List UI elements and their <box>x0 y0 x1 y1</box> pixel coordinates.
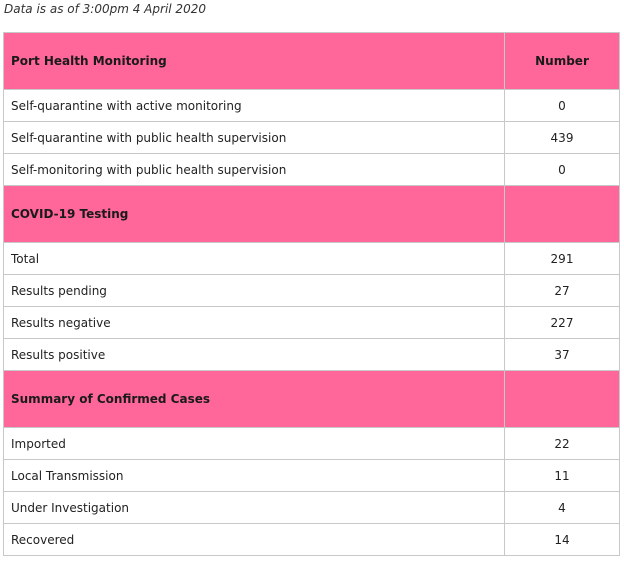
table-row <box>4 492 620 524</box>
row-value: 439 <box>505 122 620 154</box>
section-title: Port Health Monitoring <box>4 33 505 90</box>
table-row <box>4 275 620 307</box>
table-row <box>4 307 620 339</box>
table-row <box>4 154 620 186</box>
table-row <box>4 524 620 556</box>
row-label: Recovered <box>4 524 505 556</box>
row-value: 14 <box>505 524 620 556</box>
section-title: Summary of Confirmed Cases <box>4 371 505 428</box>
section-header-covid-testing <box>4 186 620 243</box>
row-label: Imported <box>4 428 505 460</box>
row-label: Results pending <box>4 275 505 307</box>
row-label: Total <box>4 243 505 275</box>
row-label: Self-monitoring with public health supervision <box>4 154 505 186</box>
row-label: Self-quarantine with active monitoring <box>4 90 505 122</box>
statistics-table <box>3 32 620 556</box>
row-label: Results negative <box>4 307 505 339</box>
table-row <box>4 339 620 371</box>
column-header-number: Number <box>505 33 620 90</box>
table-row <box>4 122 620 154</box>
row-value: 22 <box>505 428 620 460</box>
section-title: COVID-19 Testing <box>4 186 505 243</box>
table-row <box>4 243 620 275</box>
row-value: 291 <box>505 243 620 275</box>
table-row <box>4 90 620 122</box>
column-header-empty <box>505 371 620 428</box>
data-timestamp-caption: Data is as of 3:00pm 4 April 2020 <box>4 2 206 16</box>
table-row <box>4 460 620 492</box>
row-value: 4 <box>505 492 620 524</box>
row-label: Results positive <box>4 339 505 371</box>
row-label: Under Investigation <box>4 492 505 524</box>
row-value: 11 <box>505 460 620 492</box>
column-header-empty <box>505 186 620 243</box>
table-row <box>4 428 620 460</box>
row-value: 0 <box>505 90 620 122</box>
row-value: 27 <box>505 275 620 307</box>
row-value: 0 <box>505 154 620 186</box>
section-header-port-health <box>4 33 620 90</box>
row-label: Local Transmission <box>4 460 505 492</box>
row-label: Self-quarantine with public health supervision <box>4 122 505 154</box>
section-header-confirmed-cases <box>4 371 620 428</box>
row-value: 37 <box>505 339 620 371</box>
row-value: 227 <box>505 307 620 339</box>
